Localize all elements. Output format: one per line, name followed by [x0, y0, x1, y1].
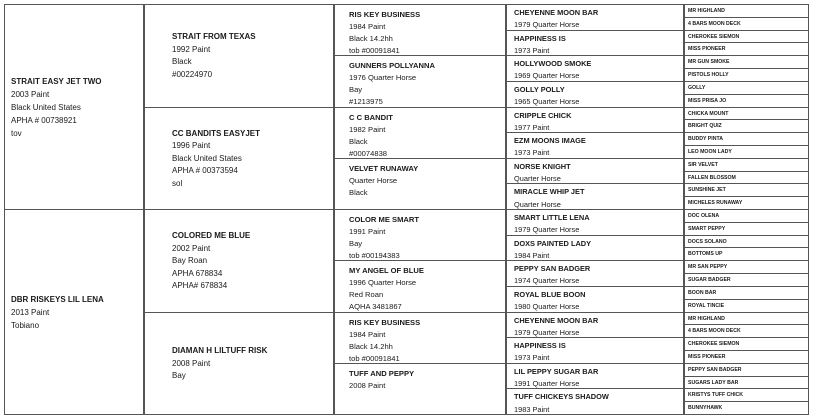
horse-name: LIL PEPPY SUGAR BAR — [514, 366, 599, 376]
g3-horse-6 — [334, 260, 506, 312]
horse-detail: Red Roan — [349, 290, 384, 300]
horse-name: PISTOLS HOLLY — [688, 72, 729, 79]
horse-name: RIS KEY BUSINESS — [349, 10, 421, 19]
g4-horse-14 — [506, 337, 684, 364]
g5-horse-15 — [684, 183, 809, 197]
g5-horse-11 — [684, 132, 809, 146]
g5-horse-25 — [684, 312, 809, 326]
horse-detail: 1983 Paint — [514, 404, 550, 414]
g2-horse-3 — [144, 209, 334, 313]
horse-name: GOLLY POLLY — [514, 84, 565, 94]
g5-horse-2 — [684, 17, 809, 31]
horse-name: C C BANDIT — [349, 112, 393, 122]
horse-detail: Quarter Horse — [514, 173, 561, 183]
horse-detail: #1213975 — [349, 97, 383, 107]
g5-horse-12 — [684, 145, 809, 159]
g5-horse-23 — [684, 286, 809, 300]
horse-name: TUFF CHICKEYS SHADOW — [514, 392, 609, 402]
horse-name: CHEYENNE MOON BAR — [514, 8, 599, 17]
g5-horse-7 — [684, 81, 809, 95]
horse-detail: 1974 Quarter Horse — [514, 276, 580, 286]
g4-horse-13 — [506, 312, 684, 339]
horse-name: EZM MOONS IMAGE — [514, 136, 586, 146]
horse-detail: 1979 Quarter Horse — [514, 20, 580, 30]
horse-name: KRISTYS TUFF CHICK — [688, 392, 744, 399]
horse-detail: Black United States — [172, 153, 242, 163]
g5-horse-18 — [684, 222, 809, 236]
horse-name: MIRACLE WHIP JET — [514, 187, 585, 197]
horse-detail: 1969 Quarter Horse — [514, 71, 580, 81]
g5-horse-1 — [684, 4, 809, 18]
horse-detail: Bay — [349, 85, 363, 95]
horse-detail: Quarter Horse — [514, 199, 561, 209]
horse-detail: Bay — [349, 239, 363, 248]
horse-name: DOCS SOLANO — [688, 238, 727, 245]
horse-name: COLOR ME SMART — [349, 215, 420, 224]
g5-horse-10 — [684, 119, 809, 133]
horse-name: 4 BARS MOON DECK — [688, 20, 741, 27]
g5-horse-22 — [684, 273, 809, 287]
g5-horse-13 — [684, 158, 809, 172]
horse-detail: 1973 Paint — [514, 148, 550, 158]
horse-detail: 1991 Quarter Horse — [514, 378, 580, 388]
horse-detail: #00074838 — [349, 148, 388, 158]
horse-name: HAPPINESS IS — [514, 33, 566, 43]
horse-detail: 1984 Paint — [349, 329, 386, 339]
horse-name: SUGAR BADGER — [688, 277, 731, 284]
horse-detail: Black — [349, 187, 368, 197]
g5-horse-24 — [684, 299, 809, 313]
horse-detail: 2008 Paint — [349, 380, 386, 390]
g4-horse-8 — [506, 183, 684, 210]
horse-name: VELVET RUNAWAY — [349, 163, 419, 173]
horse-name: DOC OLENA — [688, 213, 720, 219]
horse-detail: Black — [349, 136, 368, 146]
g4-horse-5 — [506, 107, 684, 134]
g5-horse-29 — [684, 363, 809, 377]
horse-detail: 1977 Paint — [514, 122, 550, 132]
horse-name: MISS PIONEER — [688, 46, 726, 53]
horse-name: DIAMAN H LILTUFF RISK — [172, 346, 268, 355]
horse-detail: 1991 Paint — [349, 227, 386, 236]
horse-detail: 1984 Paint — [349, 22, 386, 31]
horse-name: PEPPY SAN BADGER — [514, 264, 591, 274]
horse-name: HOLLYWOOD SMOKE — [514, 59, 592, 69]
g3-horse-5 — [334, 209, 506, 261]
horse-name: MISS PRISA JO — [688, 97, 727, 104]
g5-horse-19 — [684, 235, 809, 249]
g3-horse-1 — [334, 4, 506, 56]
horse-name: SUNSHINE JET — [688, 187, 726, 194]
g5-horse-21 — [684, 260, 809, 274]
g5-horse-8 — [684, 94, 809, 108]
horse-detail: 1996 Quarter Horse — [349, 278, 417, 288]
g2-horse-1 — [144, 4, 334, 108]
g2-horse-2 — [144, 107, 334, 211]
horse-name: MR HIGHLAND — [688, 8, 725, 14]
g5-horse-17 — [684, 209, 809, 223]
horse-detail: sol — [172, 178, 183, 188]
horse-name: DBR RISKEYS LIL LENA — [11, 295, 104, 304]
g5-horse-5 — [684, 55, 809, 69]
g5-horse-20 — [684, 247, 809, 261]
g4-horse-1 — [506, 4, 684, 31]
horse-detail: APHA # 00373594 — [172, 166, 238, 175]
horse-detail: APHA 678834 — [172, 268, 223, 278]
horse-name: CC BANDITS EASYJET — [172, 128, 261, 138]
g3-horse-7 — [334, 312, 506, 364]
horse-detail: Tobiano — [11, 321, 40, 330]
g4-horse-12 — [506, 286, 684, 313]
horse-detail: 1979 Quarter Horse — [514, 225, 580, 235]
horse-detail: Bay — [172, 371, 186, 380]
horse-detail: 2002 Paint — [172, 243, 211, 253]
horse-detail: 2013 Paint — [11, 308, 50, 317]
horse-detail: 1984 Paint — [514, 250, 550, 260]
horse-name: BOON BAR — [688, 289, 717, 296]
g3-horse-4 — [334, 158, 506, 210]
horse-name: CHEROKEE SIEMON — [688, 341, 740, 348]
g4-horse-16 — [506, 388, 684, 415]
horse-name: NORSE KNIGHT — [514, 161, 571, 171]
g2-horse-4 — [144, 312, 334, 416]
horse-detail: tob #00091841 — [349, 46, 400, 55]
horse-detail: Black 14.2hh — [349, 34, 393, 43]
horse-detail: Black — [172, 57, 192, 67]
horse-name: CHEROKEE SIEMON — [688, 33, 740, 40]
horse-name: BUNNYHAWK — [688, 405, 723, 412]
horse-detail: 1980 Quarter Horse — [514, 302, 580, 312]
horse-name: ROYAL BLUE BOON — [514, 289, 586, 299]
horse-name: SMART LITTLE LENA — [514, 213, 590, 222]
g3-horse-2 — [334, 55, 506, 107]
horse-detail: APHA# 678834 — [172, 281, 228, 290]
horse-name: CRIPPLE CHICK — [514, 110, 572, 120]
g4-horse-11 — [506, 260, 684, 287]
horse-name: BRIGHT QUIZ — [688, 123, 722, 130]
horse-detail: 1996 Paint — [172, 141, 211, 150]
g5-horse-28 — [684, 350, 809, 364]
horse-name: STRAIT EASY JET TWO — [11, 77, 102, 86]
g5-horse-27 — [684, 337, 809, 351]
g4-horse-6 — [506, 132, 684, 159]
horse-detail: 2008 Paint — [172, 358, 211, 368]
g5-horse-9 — [684, 107, 809, 121]
horse-name: DOXS PAINTED LADY — [514, 238, 592, 248]
horse-name: MR HIGHLAND — [688, 315, 725, 322]
horse-detail: tob #00091841 — [349, 353, 400, 363]
horse-name: BOTTOMS UP — [688, 251, 723, 258]
g4-horse-4 — [506, 81, 684, 108]
horse-detail: #00224970 — [172, 69, 213, 79]
g5-horse-16 — [684, 196, 809, 210]
g5-horse-14 — [684, 171, 809, 185]
g4-horse-9 — [506, 209, 684, 236]
horse-name: MISS PIONEER — [688, 353, 726, 360]
horse-detail: tob #00194383 — [349, 251, 400, 260]
horse-name: GUNNERS POLLYANNA — [349, 61, 435, 71]
horse-detail: Black United States — [11, 103, 81, 112]
g3-horse-3 — [334, 107, 506, 159]
horse-name: TUFF AND PEPPY — [349, 368, 415, 378]
g4-horse-10 — [506, 235, 684, 262]
g1-horse-2 — [4, 209, 144, 415]
horse-name: CHEYENNE MOON BAR — [514, 315, 599, 325]
horse-detail: 1992 Paint — [172, 44, 211, 54]
horse-detail: tov — [11, 129, 22, 138]
horse-name: LEO MOON LADY — [688, 148, 732, 155]
horse-detail: AQHA 3481867 — [349, 302, 402, 312]
horse-name: MY ANGEL OF BLUE — [349, 266, 424, 276]
horse-detail: Quarter Horse — [349, 175, 398, 185]
horse-detail: 2003 Paint — [11, 90, 50, 99]
horse-name: MICHELES RUNAWAY — [688, 200, 743, 207]
horse-name: FALLEN BLOSSOM — [688, 174, 736, 181]
horse-name: SUGARS LADY BAR — [688, 379, 739, 386]
horse-detail: 1965 Quarter Horse — [514, 97, 580, 107]
horse-name: RIS KEY BUSINESS — [349, 317, 421, 327]
horse-name: CHICKA MOUNT — [688, 110, 729, 117]
g4-horse-2 — [506, 30, 684, 57]
horse-detail: 1982 Paint — [349, 124, 386, 134]
g5-horse-30 — [684, 376, 809, 390]
horse-detail: 1976 Quarter Horse — [349, 73, 417, 83]
g4-horse-15 — [506, 363, 684, 390]
g5-horse-32 — [684, 401, 809, 415]
horse-detail: Black 14.2hh — [349, 341, 393, 351]
horse-name: COLORED ME BLUE — [172, 231, 251, 240]
horse-name: MR SAN PEPPY — [688, 264, 728, 271]
horse-name: HAPPINESS IS — [514, 341, 566, 351]
horse-detail: 1973 Paint — [514, 353, 550, 363]
horse-name: BUDDY PINTA — [688, 136, 723, 143]
horse-name: 4 BARS MOON DECK — [688, 328, 741, 335]
horse-name: SIR VELVET — [688, 161, 718, 168]
g3-horse-8 — [334, 363, 506, 415]
horse-name: STRAIT FROM TEXAS — [172, 32, 256, 42]
horse-name: ROYAL TINCIE — [688, 302, 725, 309]
g5-horse-31 — [684, 388, 809, 402]
g5-horse-6 — [684, 68, 809, 82]
g5-horse-26 — [684, 324, 809, 338]
horse-name: PEPPY SAN BADGER — [688, 366, 742, 373]
g4-horse-3 — [506, 55, 684, 82]
horse-name: MR GUN SMOKE — [688, 59, 730, 66]
horse-detail: 1973 Paint — [514, 45, 550, 55]
g5-horse-4 — [684, 42, 809, 56]
g1-horse-1 — [4, 4, 144, 210]
g5-horse-3 — [684, 30, 809, 44]
horse-detail: Bay Roan — [172, 256, 208, 265]
horse-detail: APHA # 00738921 — [11, 116, 77, 125]
horse-name: SMART PEPPY — [688, 225, 726, 232]
horse-detail: 1979 Quarter Horse — [514, 327, 580, 337]
horse-name: GOLLY — [688, 84, 706, 91]
g4-horse-7 — [506, 158, 684, 185]
